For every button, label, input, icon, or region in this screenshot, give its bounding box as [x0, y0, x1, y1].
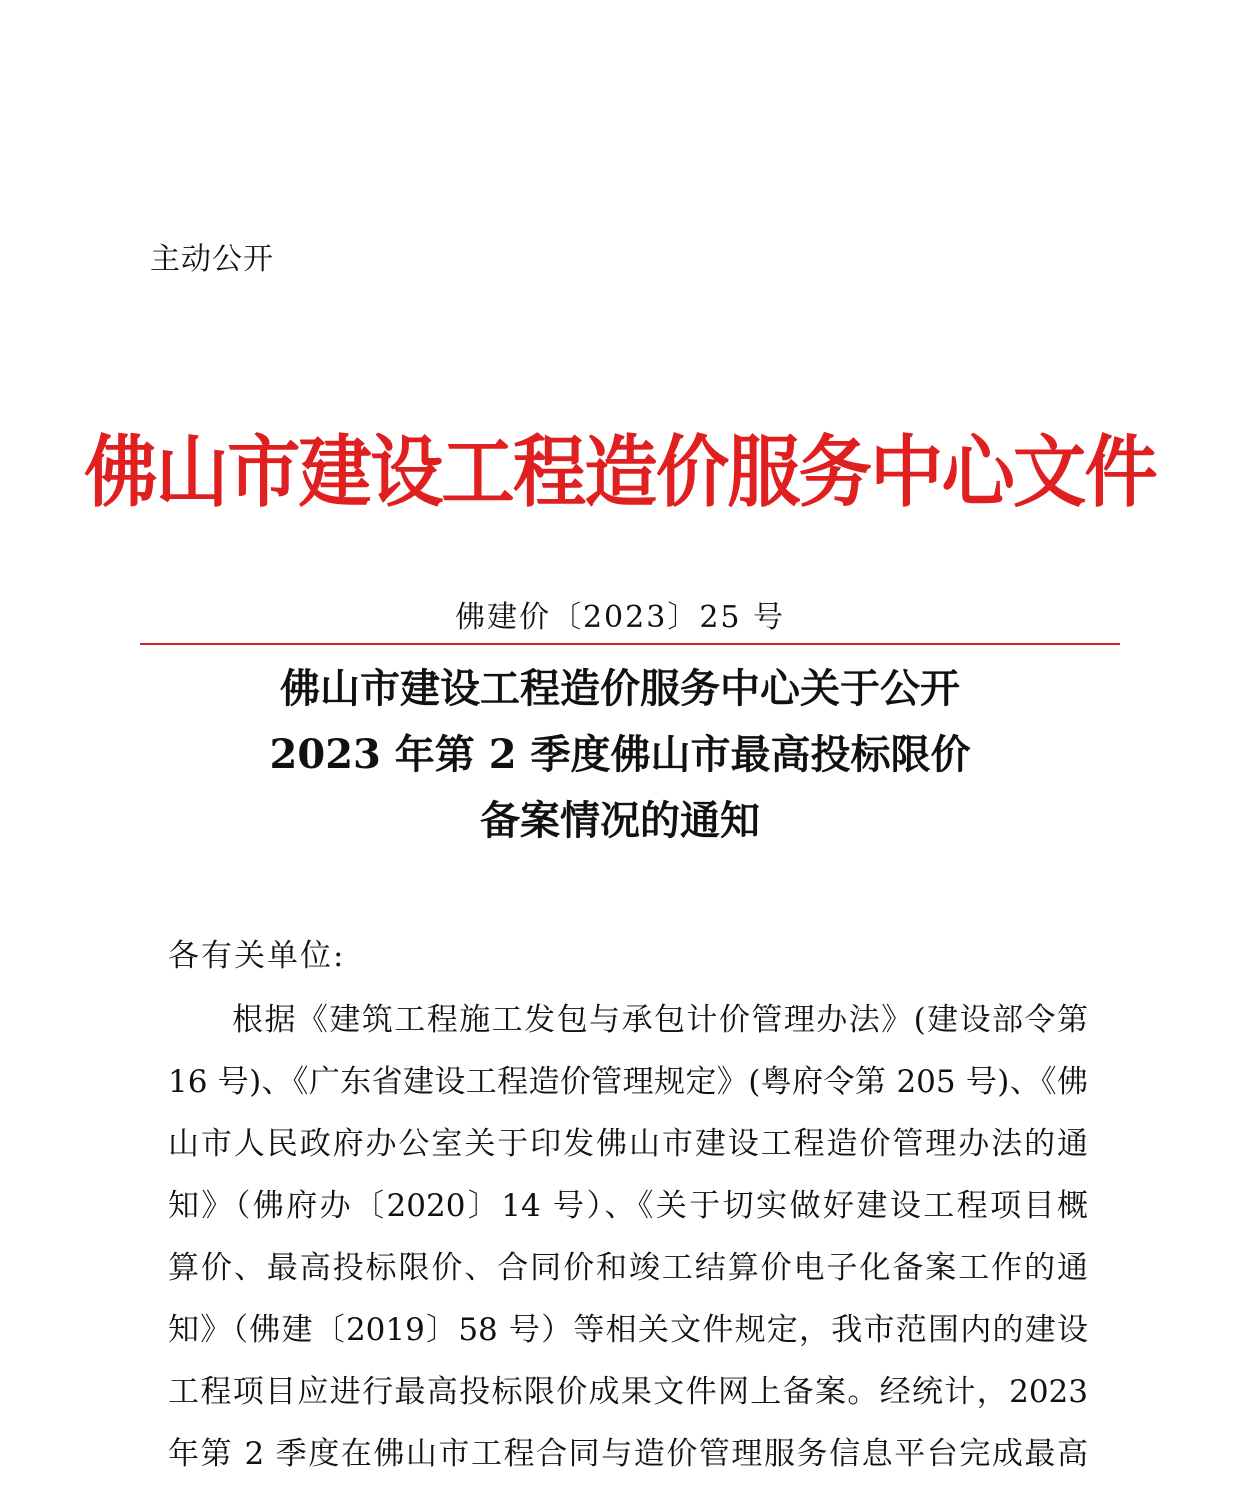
red-divider-line [140, 643, 1120, 645]
title-line: 佛山市建设工程造价服务中心关于公开 [280, 665, 960, 712]
salutation: 各有关单位: [168, 938, 346, 974]
body-line: 知》（佛建〔2019〕58 号）等相关文件规定，我市范围内的建设 [168, 1312, 1088, 1348]
body-paragraph [168, 996, 1088, 1492]
body-line: 年第 2 季度在佛山市工程合同与造价管理服务信息平台完成最高 [168, 1436, 1088, 1472]
title-line: 2023 年第 2 季度佛山市最高投标限价 [269, 731, 971, 778]
body-line: 16 号)、《广东省建设工程造价管理规定》(粤府令第 205 号)、《佛 [168, 1064, 1088, 1100]
document-number: 佛建价〔2023〕25 号 [454, 600, 786, 635]
body-line: 知》（佛府办〔2020〕14 号）、《关于切实做好建设工程项目概 [168, 1188, 1088, 1224]
body-line: 工程项目应进行最高投标限价成果文件网上备案。经统计，2023 [168, 1374, 1088, 1410]
body-line: 山市人民政府办公室关于印发佛山市建设工程造价管理办法的通 [168, 1126, 1088, 1162]
body-line: 根据《建筑工程施工发包与承包计价管理办法》(建设部令第 [232, 1002, 1088, 1038]
issuer-masthead: 佛山市建设工程造价服务中心文件 [84, 427, 1156, 518]
notice-title [0, 656, 1240, 854]
title-line: 备案情况的通知 [480, 797, 760, 844]
body-line: 算价、最高投标限价、合同价和竣工结算价电子化备案工作的通 [168, 1250, 1088, 1286]
disclosure-label: 主动公开 [150, 242, 274, 277]
